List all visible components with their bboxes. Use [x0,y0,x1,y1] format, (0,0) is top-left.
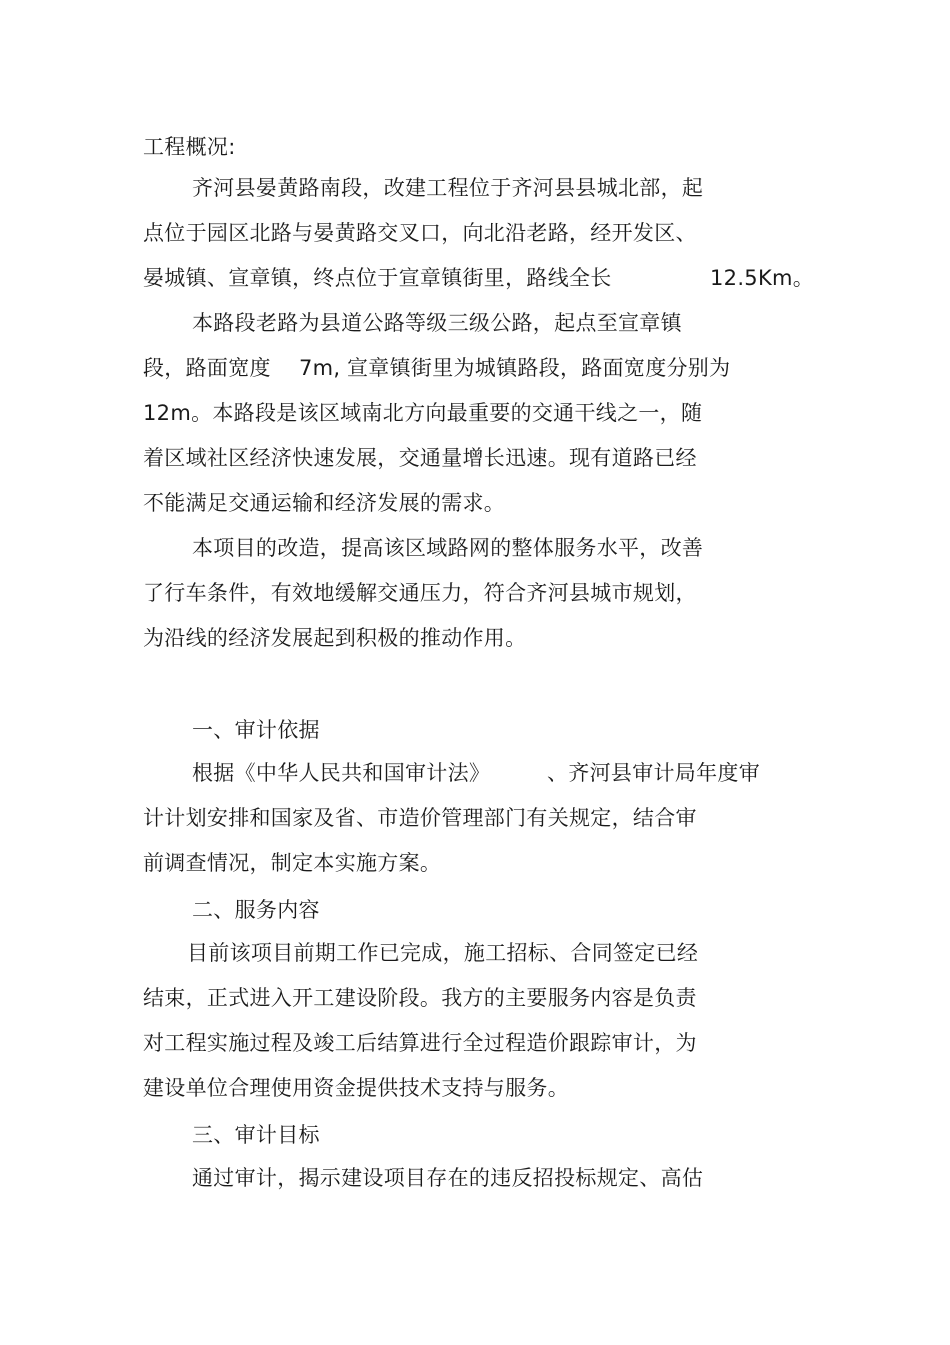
section-heading-audit-basis: 一、审计依据 [192,718,320,742]
section-heading-service-content: 二、服务内容 [192,898,320,922]
paragraph-line: 12m。本路段是该区域南北方向最重要的交通干线之一，随 [143,401,703,425]
section-heading-audit-goal: 三、审计目标 [192,1123,320,1147]
paragraph-line-fragment: 7m, [299,356,341,380]
paragraph-line: 晏城镇、宣章镇，终点位于宣章镇街里，路线全长 [143,266,612,290]
paragraph-line: 了行车条件，有效地缓解交通压力，符合齐河县城市规划， [143,581,697,605]
paragraph-line: 段，路面宽度 [143,356,271,380]
paragraph-line: 不能满足交通运输和经济发展的需求。 [143,491,506,515]
paragraph-line-fragment: 12.5Km。 [710,266,815,290]
paragraph-line: 齐河县晏黄路南段，改建工程位于齐河县县城北部，起 [192,176,704,200]
paragraph-line: 通过审计，揭示建设项目存在的违反招投标规定、高估 [192,1166,704,1190]
paragraph-line: 对工程实施过程及竣工后结算进行全过程造价跟踪审计，为 [143,1031,697,1055]
section-heading-overview: 工程概况: [143,135,236,159]
paragraph-line: 计计划安排和国家及省、市造价管理部门有关规定，结合审 [143,806,697,830]
paragraph-line: 点位于园区北路与晏黄路交叉口，向北沿老路，经开发区、 [143,221,697,245]
paragraph-line: 结束，正式进入开工建设阶段。我方的主要服务内容是负责 [143,986,697,1010]
paragraph-line: 前调查情况，制定本实施方案。 [143,851,442,875]
paragraph-line: 目前该项目前期工作已完成，施工招标、合同签定已经 [187,941,699,965]
paragraph-line-fragment: 、齐河县审计局年度审 [547,761,760,785]
paragraph-line-fragment: 宣章镇街里为城镇路段，路面宽度分别为 [347,356,731,380]
paragraph-line: 本路段老路为县道公路等级三级公路，起点至宣章镇 [192,311,682,335]
paragraph-line: 本项目的改造，提高该区域路网的整体服务水平，改善 [192,536,704,560]
paragraph-line: 根据《中华人民共和国审计法》 [192,761,491,785]
paragraph-line: 为沿线的经济发展起到积极的推动作用。 [143,626,527,650]
paragraph-line: 着区域社区经济快速发展，交通量增长迅速。现有道路已经 [143,446,697,470]
paragraph-line: 建设单位合理使用资金提供技术支持与服务。 [143,1076,569,1100]
